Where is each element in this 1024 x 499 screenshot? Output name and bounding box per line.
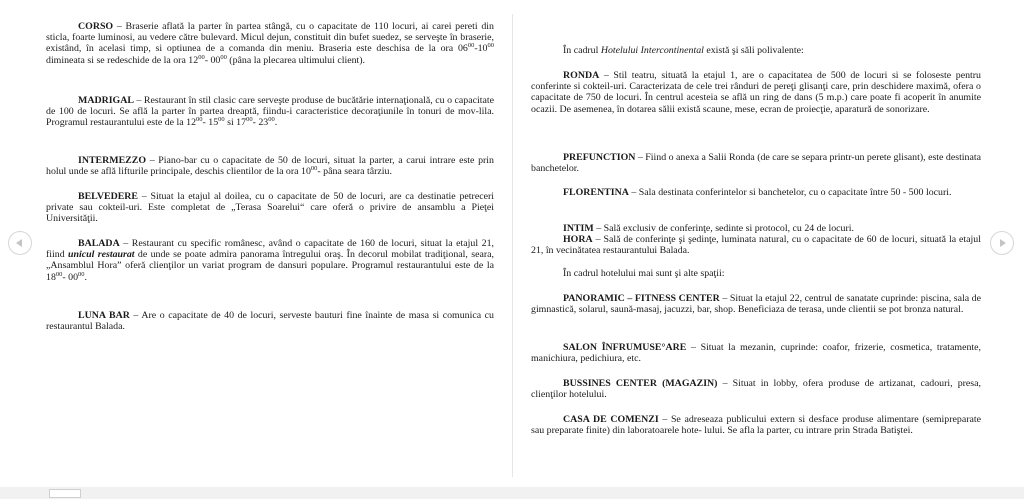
intro-alte-spatii: În cadrul hotelului mai sunt şi alte spaţii: bbox=[563, 268, 725, 279]
paragraph-balada: BALADA – Restaurant cu specific românesc, având o capacitate de 160 de locuri, situat la etajul 21, fiind unicul restaurat de unde se poate admira panorama întregului oraş. În decorul mobilat tradiţional, seara, „Ansamblul Hora” oferă clienţilor un variat program de dansuri populare. Programul restaurantului este de la $18^{00}-$ $00^{00}$. bbox=[46, 238, 494, 283]
paragraph-belvedere: BELVEDERE – Situat la etajul al doilea, cu o capacitate de 50 de locuri, are ca destinatie petreceri private sau cokteil-uri. Este completat de „Terasa Soarelui“ care oferă o privire de ansamblu a Pieţei Universităţii. bbox=[46, 191, 494, 225]
paragraph-title: HORA bbox=[563, 234, 593, 245]
paragraph-corso: CORSO – Braserie aflată la parter în partea stângă, cu o capacitate de 110 locuri, ai carei pereti din sticla, foarte luminosi, au vedere către bulevard. Micul dejun, constituit din bufet suedez, se serveşte în braserie, existând, în acelasi timp, si optiunea de a comanda din meniu. Braseria este deschisa de la ora $06^{00}-10^{00}$ dimineata si se redeschide de la ora $12^{00}-$ $00^{00}$ (pâna la plecarea ultimului client). bbox=[46, 21, 494, 66]
paragraph-hora: HORA – Sală de conferinţe şi şedinţe, luminata natural, cu o capacitate de 60 de locuri, situată la etajul 21, în vecinătatea restaurantului Balada. bbox=[531, 234, 981, 257]
paragraph-ronda: RONDA – Stil teatru, situată la etajul 1, are o capacitatea de 500 de locuri si se foloseste pentru conferinte si cokteil-uri. Caracterizata de cele trei rânduri de pereţi glisanţi care, prin deschidere maximă, ofera o capacitate de 750 de locuri. În centrul acesteia se află un ring de dans (5 m.p.) care poate fi acoperit în anumite ocazii. De asemenea, în dotarea sălii există scaune, mese, ecran de proiecţie, aparatură de sonorizare. bbox=[531, 70, 981, 115]
paragraph-prefunction: PREFUNCTION – Fiind o anexa a Salii Ronda (de care se separa printr-un perete glisant), este destinata banchetelor. bbox=[531, 152, 981, 175]
paragraph-title: CORSO bbox=[78, 21, 114, 32]
paragraph-title: INTIM bbox=[563, 223, 594, 234]
paragraph-title: MADRIGAL bbox=[78, 95, 134, 106]
paragraph-intim: INTIM – Sală exclusiv de conferinţe, sedinte si protocol, cu 24 de locuri. bbox=[563, 223, 854, 234]
paragraph-madrigal: MADRIGAL – Restaurant în stil clasic care serveşte produse de bucătărie internaţională, cu o capacitate de 100 de locuri. Se află la parter în partea dreaptă, fiindu-i caracteristice decoraţiunile în tonuri de mov-lila. Programul restaurantului este de la $12^{00}-$ $15^{00}$ si $17^{00}-$ $23^{00}$. bbox=[46, 95, 494, 129]
paragraph-title: FLORENTINA bbox=[563, 187, 629, 198]
paragraph-title: CASA DE COMENZI bbox=[563, 414, 659, 425]
emphasis-text: unicul restaurat bbox=[68, 249, 135, 261]
next-page-button[interactable] bbox=[990, 231, 1014, 255]
emphasis-text: Hotelului Intercontinental bbox=[600, 45, 704, 56]
paragraph-title: BALADA bbox=[78, 238, 120, 249]
right-page bbox=[513, 0, 1024, 487]
paragraph-intermezzo: INTERMEZZO – Piano-bar cu o capacitate de 50 de locuri, situat la parter, a carui intrare este prin holul unde se află lifturile principale, deschis clientilor de la ora $10^{00}-$ pâna seara târziu. bbox=[46, 155, 494, 178]
paragraph-title: BUSSINES CENTER (MAGAZIN) bbox=[563, 378, 718, 389]
paragraph-title: RONDA bbox=[563, 70, 600, 81]
paragraph-title: INTERMEZZO bbox=[78, 155, 147, 166]
paragraph-title: PANORAMIC – FITNESS CENTER bbox=[563, 293, 720, 304]
left-page bbox=[0, 0, 512, 487]
paragraph-casa-de-comenzi: CASA DE COMENZI – Se adreseaza publicului extern si desface produse alimentare (semipreparate sau preparate finite) din laboratoarele hote- lului. Se afla la parter, cu intrare prin Strada Batiştei. bbox=[531, 414, 981, 437]
horizontal-scrollbar-track[interactable] bbox=[0, 487, 1024, 499]
paragraph-panoramic: PANORAMIC – FITNESS CENTER – Situat la etajul 22, centrul de sanatate cuprinde: piscina, sala de gimnastică, solarul, saună-masaj, jacuzzi, bar, shop. Beneficiaza de terasa, unde clientii se pot bronza natural. bbox=[531, 293, 981, 316]
paragraph-title: SALON ÎNFRUMUSE°ARE bbox=[563, 342, 687, 353]
paragraph-title: BELVEDERE bbox=[78, 191, 139, 202]
scrollbar-thumb[interactable] bbox=[49, 489, 81, 498]
paragraph-salon: SALON ÎNFRUMUSE°ARE – Situat la mezanin, cuprinde: coafor, frizerie, cosmetica, tratamente, manichiura, pedichiura, etc. bbox=[531, 342, 981, 365]
paragraph-bussines-center: BUSSINES CENTER (MAGAZIN) – Situat in lobby, ofera produse de artizanat, cadouri, presa, clienţilor hotelului. bbox=[531, 378, 981, 401]
paragraph-title: PREFUNCTION bbox=[563, 152, 636, 163]
paragraph-florentina: FLORENTINA – Sala destinata conferintelor si banchetelor, cu o capacitate între 50 - 500 locuri. bbox=[563, 187, 952, 198]
previous-page-button[interactable] bbox=[8, 231, 32, 255]
intro-sali-polivalente: În cadrul Hotelului Intercontinental există şi săli polivalente: bbox=[563, 45, 804, 56]
paragraph-title: LUNA BAR bbox=[78, 310, 130, 321]
paragraph-luna-bar: LUNA BAR – Are o capacitate de 40 de locuri, serveste bauturi fine înainte de masa si comunica cu restaurantul Balada. bbox=[46, 310, 494, 333]
